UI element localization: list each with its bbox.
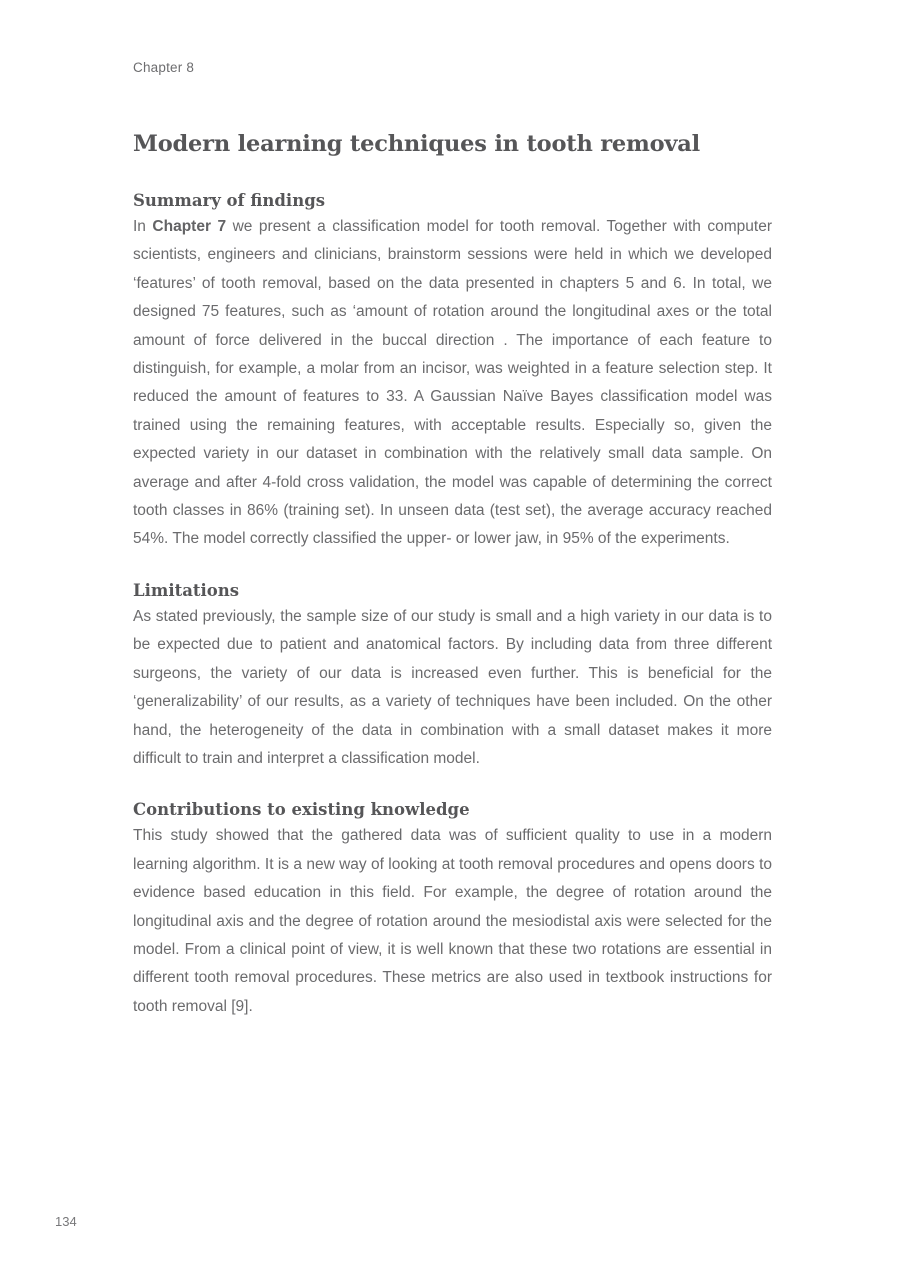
section-heading-summary-of-findings: Summary of findings: [133, 191, 326, 210]
summary-paragraph: [133, 213, 772, 554]
summary-paragraph-rest: we present a classification model for tooth removal. Together with computer scientists, engineers and clinicians, brainstorm sessions were held in which we developed ‘features’ of tooth removal, based on the data presented in chapters 5 and 6. In total, we designed 75 features, such as ‘amount of rotation around the longitudinal axes or the total amount of force delivered in the buccal direction . The importance of each feature to distinguish, for example, a molar from an incisor, was weighted in a feature selection step. It reduced the amount of features to 33. A Gaussian Naïve Bayes classification model was trained using the remaining features, with acceptable results. Especially so, given the expected variety in our dataset in combination with the relatively small data sample. On average and after 4-fold cross validation, the model was capable of determining the correct tooth classes in 86% (training set). In unseen data (test set), the average accuracy reached 54%. The model correctly classified the upper- or lower jaw, in 95% of the experiments.: [133, 218, 772, 548]
section-summary-of-findings: [133, 191, 772, 554]
limitations-paragraph: As stated previously, the sample size of our study is small and a high variety in our data is to be expected due to patient and anatomical factors. By including data from three different surgeons, the variety of our data is increased even further. This is beneficial for the ‘generalizability’ of our results, as a variety of techniques have been included. On the other hand, the heterogeneity of the data in combination with a small dataset makes it more difficult to train and interpret a classification model.: [133, 607, 772, 767]
summary-paragraph-prefix: In: [133, 218, 153, 235]
chapter-label: Chapter 8: [133, 60, 195, 75]
contributions-paragraph: This study showed that the gathered data was of sufficient quality to use in a modern learning algorithm. It is a new way of looking at tooth removal procedures and opens doors to evidence based education in this field. For example, the degree of rotation around the longitudinal axis and the degree of rotation around the mesiodistal axis were selected for the model. From a clinical point of view, it is well known that these two rotations are essential in different tooth removal procedures. These metrics are also used in textbook instructions for tooth removal [9].: [133, 827, 772, 1015]
chapter-7-bold-reference: Chapter 7: [152, 218, 227, 235]
section-contributions: [133, 800, 772, 1021]
section-limitations: [133, 581, 772, 773]
section-heading-contributions: Contributions to existing knowledge: [133, 800, 470, 820]
page-number: 134: [55, 1214, 77, 1229]
page-title: Modern learning techniques in tooth removal: [133, 131, 701, 157]
section-heading-limitations: Limitations: [133, 580, 240, 600]
